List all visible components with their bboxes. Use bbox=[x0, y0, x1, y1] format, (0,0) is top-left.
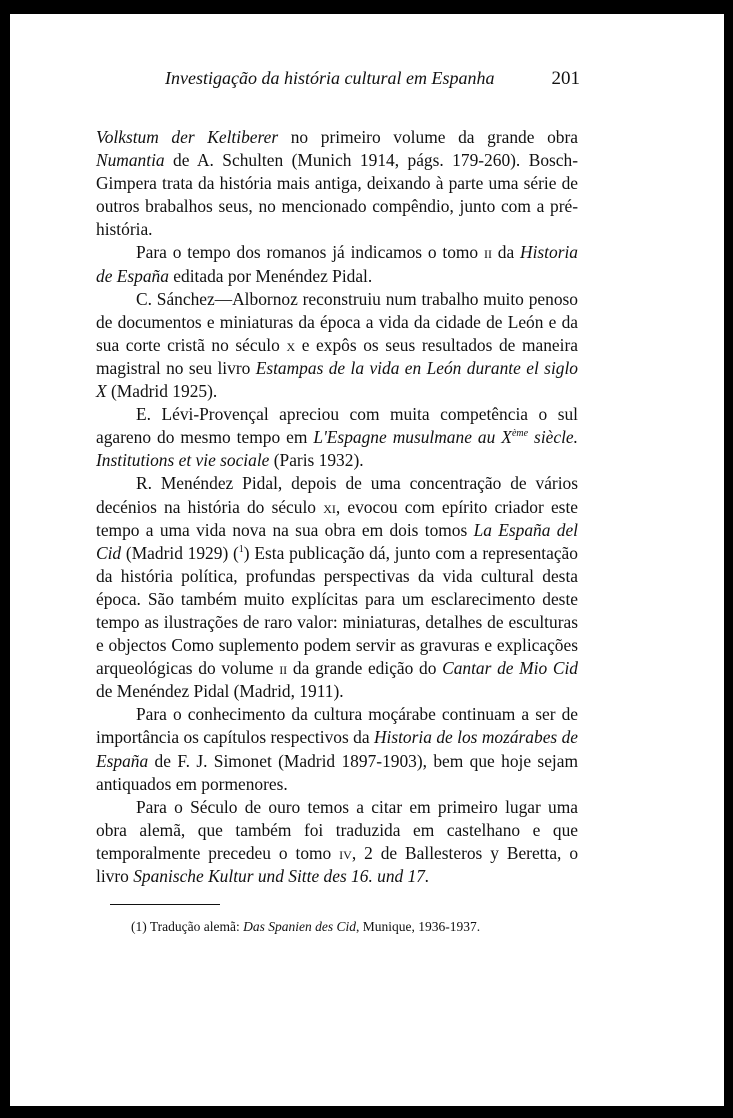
text-run: de Menéndez Pidal (Madrid, 1911). bbox=[96, 681, 344, 702]
paragraph-3 bbox=[96, 288, 578, 403]
paragraph-6 bbox=[96, 703, 578, 795]
book-title: Numantia bbox=[96, 150, 165, 171]
book-title: La España del Cid bbox=[96, 519, 578, 563]
page-number: 201 bbox=[551, 68, 580, 89]
text-run: da grande edição do bbox=[287, 658, 443, 679]
text-run: C. Sánchez—Albornoz reconstruiu num trabalho muito penoso de documentos e miniaturas da época a vida da cidade de León e da sua corte cristã no século bbox=[96, 288, 578, 355]
text-run: (Madrid 1929) ( bbox=[121, 542, 239, 563]
roman-numeral: iv bbox=[339, 842, 352, 863]
text-run: no primeiro volume da grande obra bbox=[278, 127, 578, 147]
text-run: R. Menéndez Pidal, depois de uma concentração de vários decénios na história do século bbox=[96, 473, 578, 517]
text-run: , 2 de Ballesteros y Beretta, o livro bbox=[96, 842, 579, 886]
footnote-divider bbox=[110, 904, 220, 905]
text-run: (Madrid 1925). bbox=[106, 381, 218, 402]
text-run: Tradução alemã: bbox=[146, 919, 244, 934]
paragraph-2 bbox=[96, 241, 578, 287]
text-run: E. Lévi-Provençal apreciou com muita competência o sul agareno do mesmo tempo em bbox=[96, 404, 578, 448]
superscript: ème bbox=[511, 428, 529, 440]
roman-numeral: ii bbox=[279, 658, 288, 679]
running-title: Investigação da história cultural em Espanha bbox=[165, 68, 495, 88]
footnote bbox=[131, 918, 601, 936]
text-run: de F. J. Simonet (Madrid 1897-1903), bem que hoje sejam antiquados em pormenores. bbox=[96, 750, 578, 794]
text-run: e expôs os seus resultados de maneira magistral no seu livro bbox=[96, 334, 578, 378]
text-run: Para o conhecimento da cultura moçárabe continuam a ser de importância os capítulos respectivos da bbox=[96, 704, 578, 748]
text-run: Para o tempo dos romanos já indicamos o tomo bbox=[136, 242, 484, 263]
running-head bbox=[90, 68, 580, 90]
book-title: siècle. Institutions et vie sociale bbox=[96, 427, 578, 471]
body-text bbox=[96, 126, 578, 888]
text-run: da bbox=[491, 242, 521, 263]
footnote-reference[interactable]: 1 bbox=[238, 543, 244, 555]
roman-numeral: x bbox=[286, 334, 296, 355]
paragraph-5 bbox=[96, 472, 578, 703]
text-run: ) Esta publicação dá, junto com a representação da história política, profundas perspectivas da vida cultural desta época. São também muito explícitas para um esclarecimento deste tempo as ilustrações de raro valor: miniaturas, detalhes de esculturas e objectos Como suplemento podem servir as gravuras e explicações arqueológicas do volume bbox=[96, 542, 578, 679]
book-title: Cantar de Mio Cid bbox=[442, 658, 578, 679]
paragraph-4 bbox=[96, 403, 578, 472]
book-title: Das Spanien des Cid bbox=[243, 919, 356, 934]
book-title: Spanische Kultur und Sitte des 16. und 17. bbox=[133, 866, 430, 886]
text-run: Para o Século de ouro temos a citar em primeiro lugar uma obra alemã, que também foi traduzida em castelhano e que temporalmente precedeu o tomo bbox=[96, 796, 578, 863]
text-run: editada por Menéndez Pidal. bbox=[168, 265, 373, 286]
book-title: Estampas de la vida en León durante el siglo X bbox=[96, 357, 579, 402]
roman-numeral: xi bbox=[323, 496, 336, 517]
book-title: L'Espagne musulmane au X bbox=[313, 427, 512, 448]
roman-numeral: ii bbox=[483, 242, 492, 263]
text-run: , Munique, 1936-1937. bbox=[355, 919, 481, 934]
text-run: (Paris 1932). bbox=[269, 450, 364, 471]
paragraph-7 bbox=[96, 796, 578, 888]
book-title: Historia de los mozárabes de España bbox=[96, 727, 578, 771]
text-run: , evocou com epírito criador este tempo a uma vida nova na sua obra em dois tomos bbox=[96, 496, 578, 540]
text-run: de A. Schulten (Munich 1914, págs. 179-260). Bosch-Gimpera trata da história mais antiga, deixando à parte uma série de outros brabalhos seus, no mencionado compêndio, junto com a pré-história. bbox=[96, 150, 578, 240]
book-title: Volkstum der Keltiberer bbox=[96, 127, 279, 147]
book-page bbox=[10, 14, 724, 1106]
book-title: Historia de España bbox=[96, 242, 578, 286]
footnote-marker: (1) bbox=[131, 919, 147, 934]
paragraph-1 bbox=[96, 126, 578, 241]
